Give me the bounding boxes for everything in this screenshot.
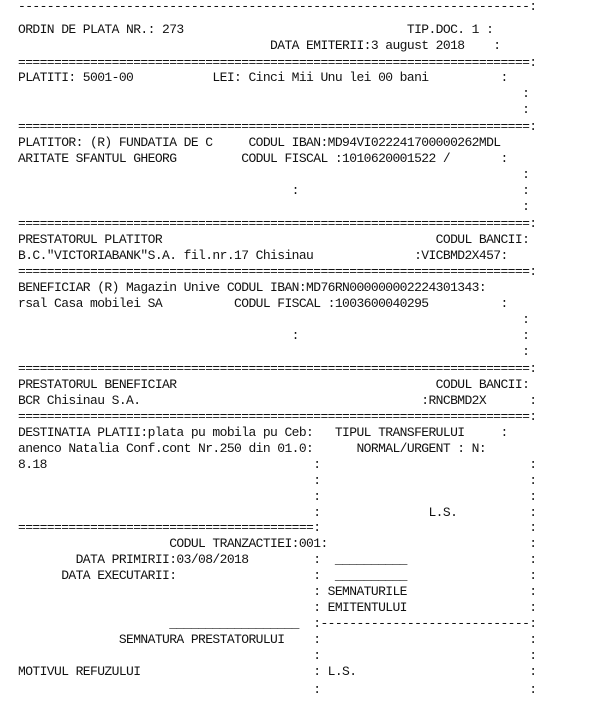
doc-line: :: [18, 344, 530, 359]
doc-line: ARITATE SFANTUL GHEORG CODUL FISCAL :1010620001522 / :: [18, 151, 508, 166]
doc-line: =======================================================================:: [18, 216, 537, 231]
doc-line: -----------------------------------------------------------------------:: [18, 0, 537, 14]
doc-line: :: [18, 167, 530, 182]
doc-line: =======================================================================:: [18, 55, 537, 70]
doc-line: PLATITI: 5001-00 LEI: Cinci Mii Unu lei 00 bani :: [18, 70, 508, 85]
doc-line: DATA PRIMIRII:03/08/2018 : __________ :: [18, 552, 537, 567]
doc-line: anenco Natalia Conf.cont Nr.250 din 01.0: NORMAL/URGENT : N:: [18, 441, 487, 456]
doc-line: PRESTATORUL BENEFICIAR CODUL BANCII:: [18, 377, 530, 392]
doc-line: CODUL TRANZACTIEI:001: :: [18, 536, 537, 551]
doc-line: PRESTATORUL PLATITOR CODUL BANCII:: [18, 232, 530, 247]
doc-line: : :: [18, 682, 537, 697]
doc-line: =======================================================================:: [18, 409, 537, 424]
doc-line: 8.18 : :: [18, 457, 537, 472]
doc-line: __________________ :-----------------------------:: [18, 616, 537, 631]
doc-line: : EMITENTULUI :: [18, 600, 537, 615]
doc-line: : :: [18, 183, 530, 198]
doc-line: BENEFICIAR (R) Magazin Unive CODUL IBAN:MD76RN000000002224301343:: [18, 280, 487, 295]
doc-line: MOTIVUL REFUZULUI : L.S. :: [18, 664, 537, 679]
doc-line: =========================================: :: [18, 520, 537, 535]
doc-line: SEMNATURA PRESTATORULUI : :: [18, 632, 537, 647]
doc-line: :: [18, 102, 530, 117]
doc-line: DATA EXECUTARII: : __________ :: [18, 568, 537, 583]
doc-line: :: [18, 312, 530, 327]
doc-line: BCR Chisinau S.A. :RNCBMD2X :: [18, 393, 537, 408]
doc-line: : :: [18, 648, 537, 663]
doc-line: : :: [18, 473, 537, 488]
doc-line: : :: [18, 489, 537, 504]
doc-line: =======================================================================:: [18, 264, 537, 279]
doc-line: : :: [18, 328, 530, 343]
doc-line: =======================================================================:: [18, 361, 537, 376]
doc-line: : L.S. :: [18, 505, 537, 520]
doc-line: =======================================================================:: [18, 119, 537, 134]
doc-line: ORDIN DE PLATA NR.: 273 TIP.DOC. 1 :: [18, 22, 494, 37]
doc-line: DESTINATIA PLATII:plata pu mobila pu Ceb: TIPUL TRANSFERULUI :: [18, 425, 508, 440]
doc-line: PLATITOR: (R) FUNDATIA DE C CODUL IBAN:MD94VI022241700000262MDL: [18, 135, 501, 150]
doc-line: : SEMNATURILE :: [18, 584, 537, 599]
doc-line: B.C."VICTORIABANK"S.A. fil.nr.17 Chisinau :VICBMD2X457:: [18, 248, 508, 263]
doc-line: :: [18, 86, 530, 101]
doc-line: :: [18, 199, 530, 214]
doc-line: DATA EMITERII:3 august 2018 :: [18, 38, 501, 53]
doc-line: rsal Casa mobilei SA CODUL FISCAL :1003600040295 :: [18, 296, 508, 311]
